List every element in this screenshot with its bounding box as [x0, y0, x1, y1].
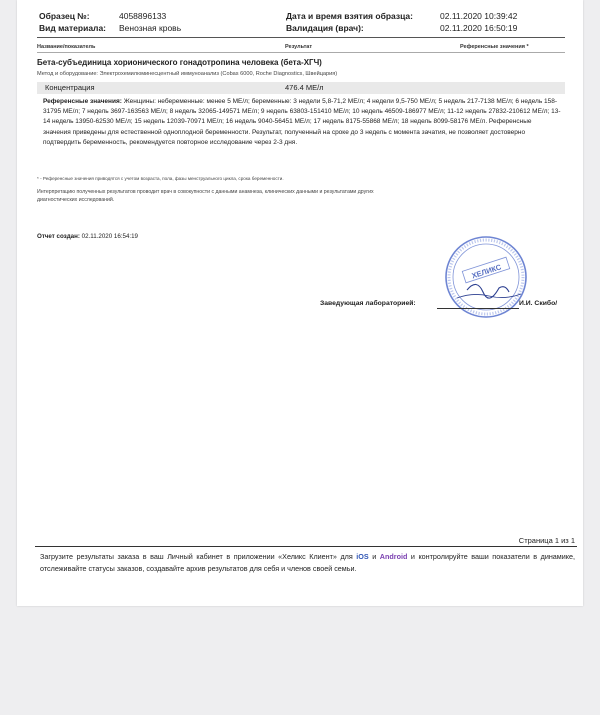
page-indicator: Страница 1 из 1	[518, 536, 575, 545]
sample-date-value: 02.11.2020 10:39:42	[440, 11, 518, 21]
column-result-header: Результат	[285, 44, 313, 50]
result-row	[37, 82, 565, 94]
report-created-value: 02.11.2020 16:54:19	[81, 233, 138, 240]
material-label: Вид материала:	[39, 23, 107, 33]
reference-text: Женщины: небеременные: менее 5 МЕ/л; беременные: 3 недели 5,8-71,2 МЕ/л; 4 недели 9,5-750 МЕ/л; 5 недель 217-7138 МЕ/л; 6 недель 158-31795 МЕ/л; 7 недель 3697-163563 МЕ/л; 8 недель 32065-149571 МЕ/л; 9 недель 63803-151410 МЕ/л; 10 недель 46509-186977 МЕ/л; 11-12 недель 27832-210612 МЕ/л; 13-14 недель 13950-62530 МЕ/л; 15 недель 12039-70971 МЕ/л; 16 недель 9040-56451 МЕ/л; 17 недель 8175-55868 МЕ/л; 18 недель 8099-58176 МЕ/л. Референсные значения приведены для естественной одноплодной беременности. Результат, полученный на сроке до 3 недель с момента зачатия, не позволяет достоверно подтвердить беременность, рекомендуется повторное исследование через 2-3 дня.	[43, 98, 561, 146]
material-value: Венозная кровь	[119, 23, 182, 33]
test-title: Бета-субъединица хорионического гонадотропина человека (бета-ХГЧ)	[37, 58, 322, 67]
validation-label: Валидация (врач):	[286, 23, 364, 33]
promo-part-2: и	[368, 552, 380, 561]
sample-label: Образец №:	[39, 11, 90, 21]
test-method: Метод и оборудование: Электрохемилюминесцентный иммуноанализ (Cobas 6000, Roche Diagnostics, Швейцария)	[37, 71, 338, 77]
header-divider	[37, 37, 565, 38]
signature-label: Заведующая лабораторией:	[320, 300, 416, 307]
promo-part-3: и контролируйте ваши показатели в динамике, отслеживайте статусы заказов, создавайте архив результатов для себя и членов своей семьи.	[40, 552, 575, 573]
interpretation-line-1: Интерпретацию полученных результатов проводит врач в совокупности с данными анамнеза, клинических данными и результатами других	[37, 189, 374, 195]
column-reference-header: Референсные значения *	[460, 44, 529, 50]
reference-values	[43, 97, 561, 148]
ios-link[interactable]: iOS	[356, 552, 369, 561]
sample-number: 4058896133	[119, 11, 167, 21]
signature-line	[437, 308, 519, 309]
reference-label: Референсные значения:	[43, 98, 122, 105]
validation-value: 02.11.2020 16:50:19	[440, 23, 518, 33]
footer-divider	[35, 546, 577, 547]
signature-name: И.И. Скибо/	[519, 300, 558, 307]
column-divider	[37, 52, 565, 53]
promo-part-1: Загрузите результаты заказа в ваш Личный кабинет в приложении «Хеликс Клиент» для	[40, 552, 357, 561]
report-created	[37, 233, 138, 240]
footnote: * - Референсные значения приводятся с учетом возраста, пола, фазы менструального цикла, срока беременности.	[37, 176, 284, 181]
stamp-text: ХЕЛИКС	[470, 262, 503, 281]
param-name: Концентрация	[45, 83, 95, 92]
android-link[interactable]: Android	[379, 552, 408, 561]
app-promo-text	[40, 551, 575, 574]
sample-date-label: Дата и время взятия образца:	[286, 11, 413, 21]
column-name-header: Название/показатель	[37, 44, 96, 50]
param-value: 476.4 МЕ/л	[285, 83, 324, 92]
interpretation-line-2: диагностических исследований.	[37, 197, 115, 203]
report-sheet	[17, 0, 583, 606]
report-created-label: Отчет создан:	[37, 233, 80, 240]
